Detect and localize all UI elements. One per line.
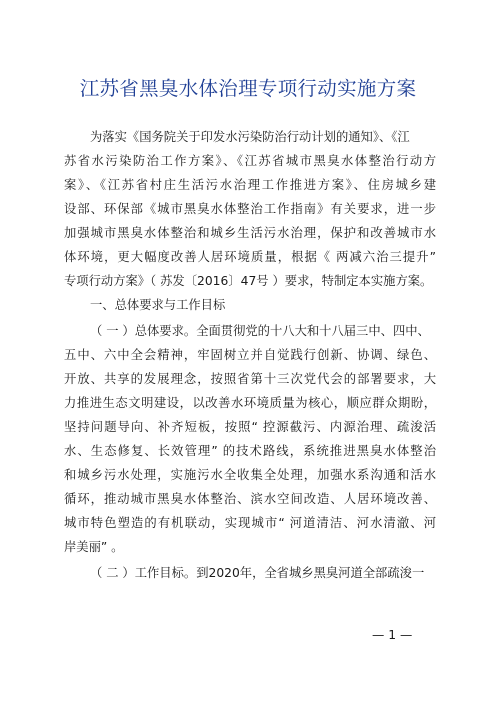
- paragraph-2-line-5: 坚持问题导向、补齐短板，按照“ 控源截污、内源治理、疏浚活: [64, 420, 436, 434]
- paragraph-2-line-3: 开放、共享的发展理念，按照省第十三次党代会的部署要求，大: [64, 372, 436, 386]
- section-heading-1: 一、总体要求与工作目标: [90, 298, 226, 312]
- paragraph-1-line-4: 设部、环保部《城市黑臭水体整治工作指南》有关要求，进一步: [64, 202, 436, 216]
- paragraph-2-line-9: 城市特色塑造的有机联动，实现城市“ 河道清洁、河水清澈、河: [64, 516, 436, 530]
- paragraph-1-line-1: 为落实《国务院关于印发水污染防治行动计划的通知》、《江: [90, 130, 410, 144]
- paragraph-2-line-2: 五中、六中全会精神，牢固树立并自觉践行创新、协调、绿色、: [64, 348, 436, 362]
- page-number: — 1 —: [372, 628, 413, 642]
- paragraph-1-line-2: 苏省水污染防治工作方案》、《江苏省城市黑臭水体整治行动方: [64, 154, 436, 168]
- paragraph-1-line-5: 加强城市黑臭水体整治和城乡生活污水治理，保护和改善城市水: [64, 226, 436, 240]
- paragraph-2-line-7: 和城乡污水处理，实施污水全收集全处理，加强水系沟通和活水: [64, 468, 436, 482]
- document-title: 江苏省黑臭水体治理专项行动实施方案: [79, 77, 417, 100]
- paragraph-2-line-4: 力推进生态文明建设，以改善水环境质量为核心，顺应群众期盼，: [64, 396, 436, 410]
- paragraph-1-line-6: 体环境，更大幅度改善人居环境质量，根据《 两减六治三提升”: [64, 250, 436, 264]
- paragraph-1-line-7: 专项行动方案》（ 苏发〔2016〕47号 ）要求，特制定本实施方案。: [64, 274, 433, 288]
- paragraph-2-line-6: 水、生态修复、长效管理” 的技术路线，系统推进黑臭水体整治: [64, 444, 436, 458]
- paragraph-2-line-1: （ 一 ）总体要求。全面贯彻党的十八大和十八届三中、四中、: [90, 324, 430, 338]
- paragraph-2-line-10: 岸美丽” 。: [64, 540, 124, 554]
- paragraph-1-line-3: 案》、《江苏省村庄生活污水治理工作推进方案》、住房城乡建: [64, 178, 436, 192]
- paragraph-2-line-8: 循环，推动城市黑臭水体整治、滨水空间改造、人居环境改善、: [64, 492, 436, 506]
- paragraph-3-line-1: （ 二 ）工作目标。到2020年，全省城乡黑臭河道全部疏浚一: [90, 566, 425, 580]
